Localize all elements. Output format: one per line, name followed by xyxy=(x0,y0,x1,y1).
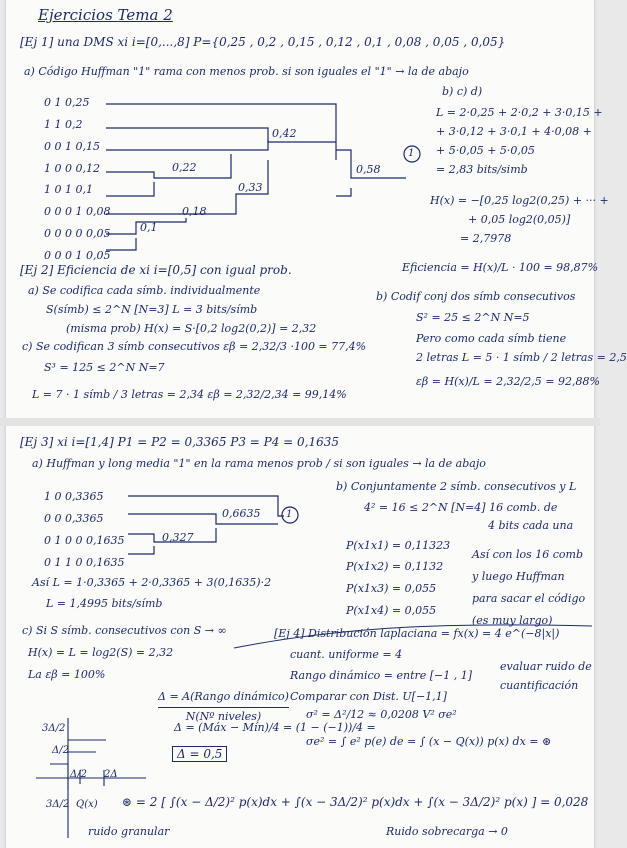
code-row: 1 0 1 0,1 xyxy=(44,183,93,197)
code-row: 0 0 0 0 0,05 xyxy=(44,227,111,241)
code-row: 0 0 0 1 0,08 xyxy=(44,205,111,219)
code-row: 0 1 1 0 0,1635 xyxy=(44,555,125,569)
code-row: 1 1 0,2 xyxy=(44,117,83,131)
ej1-efficiency: Eficiencia = H(x)/L · 100 = 98,87% xyxy=(402,261,599,274)
ej3-part-a: a) Huffman y long media "1" en la rama menos prob / si son iguales → la de abajo xyxy=(32,457,486,470)
ej1-entropy: H(x) = −[0,25 log2(0,25) + ··· + + 0,05 log2(0,05)] = 2,7978 xyxy=(430,194,609,245)
code-row: 1 0 0 0,12 xyxy=(44,161,100,175)
sheet-separator xyxy=(0,418,600,426)
ej4-noise-variance: σ² = Δ²/12 ≈ 0,0208 V² σe² σe² = ∫ e² p(e) de = ∫ (x − Q(x)) p(x) dx = ⊛ xyxy=(306,708,552,748)
axis-label: 3Δ/2 xyxy=(46,799,70,810)
tree-node: 0,33 xyxy=(238,181,263,194)
granular-noise-label: ruido granular xyxy=(88,825,170,838)
page-title: Ejercicios Tema 2 xyxy=(38,6,173,24)
tree-node: 0,22 xyxy=(172,161,197,174)
code-row: 0 1 0,25 xyxy=(44,96,90,109)
ej2-part-b: b) Codif conj dos símb consecutivos S² = 25 ≤ 2^N N=5 Pero como cada símb tiene 2 letras L = 5 · 1 símb / 2 letras = 2,5 εβ = H(x)/L = 2,32/2,5 = 92,88% xyxy=(376,290,627,389)
ej3-avg-length: Así L = 1·0,3365 + 2·0,3365 + 3(0,1635)·2 L = 1,4995 bits/símb xyxy=(32,576,272,610)
ej1-bcd-label: b) c) d) xyxy=(442,85,483,98)
tree-node: 0,42 xyxy=(272,127,297,140)
ej3-part-b-note: Así con los 16 comb y luego Huffman para sacar el código (es muy largo) xyxy=(472,548,586,627)
axis-label: 3Δ/2 xyxy=(42,723,66,734)
overload-noise-label: Ruido sobrecarga → 0 xyxy=(386,825,508,838)
ej1-avg-length: L = 2·0,25 + 2·0,2 + 3·0,15 + + 3·0,12 + 3·0,1 + 4·0,08 + + 5·0,05 + 5·0,05 = 2,83 bits/simb xyxy=(436,106,603,176)
code-row: 0 1 0 0 0,1635 xyxy=(44,533,125,547)
code-row: 0 0 0,3365 xyxy=(44,511,104,525)
tree-root: 1 xyxy=(408,148,415,159)
ej3-part-c: c) Si S símb. consecutivos con S → ∞ H(x) = L = log2(S) = 2,32 La εβ = 100% xyxy=(22,624,227,681)
tree-root: 1 xyxy=(286,509,293,520)
code-row: 1 0 0,3365 xyxy=(44,490,104,503)
ej3-heading: [Ej 3] xi i=[1,4] P1 = P2 = 0,3365 P3 = P4 = 0,1635 xyxy=(20,435,340,449)
ej3-part-b: b) Conjuntamente 2 símb. consecutivos y L 4² = 16 ≤ 2^N [N=4] 16 comb. de 4 bits cada una P(x1x1) = 0,11323 P(x1x2) = 0,1132 P(x1x3) = 0,055 P(x1x4) = 0,055 xyxy=(336,480,577,618)
ej4-heading: [Ej 4] Distribución laplaciana = fx(x) = 4 e^(−8|x|) xyxy=(274,627,560,640)
ej4-setup: cuant. uniforme = 4 Rango dinámico = entre [−1 , 1] Comparar con Dist. U[−1,1] xyxy=(290,648,473,703)
ej2-heading: [Ej 2] Eficiencia de xi i=[0,5] con igual prob. xyxy=(20,263,292,277)
ej4-delta-result: Δ = 0,5 xyxy=(172,746,227,762)
axis-label: Δ/2 xyxy=(70,769,87,780)
tree-node: 0,327 xyxy=(162,531,194,544)
ej4-delta-def: Δ = A(Rango dinámico) N(Nº niveles) xyxy=(158,690,289,723)
ej4-final-result: ⊛ = 2 [ ∫(x − Δ/2)² p(x)dx + ∫(x − 3Δ/2)² p(x)dx + ∫(x − 3Δ/2)² p(x) ] = 0,028 xyxy=(122,795,589,809)
ej1-heading: [Ej 1] una DMS xi i=[0,...,8] P={0,25 , 0,2 , 0,15 , 0,12 , 0,1 , 0,08 , 0,05 , 0,05} xyxy=(20,35,506,49)
ej2-part-a: a) Se codifica cada símb. individualmente S(símb) ≤ 2^N [N=3] L = 3 bits/símb (misma prob) H(x) = S·[0,2 log2(0,2)] = 2,32 xyxy=(28,284,317,335)
axis-label: Q(x) xyxy=(76,799,98,810)
ej4-delta-calc: Δ = (Máx − Mín)/4 = (1 − (−1))/4 = xyxy=(174,721,376,734)
axis-label: 2Δ xyxy=(104,769,118,780)
ej2-part-c: c) Se codifican 3 símb consecutivos εβ = 2,32/3 ·100 = 77,4% S³ = 125 ≤ 2^N N=7 L = 7 · 1 símb / 3 letras = 2,34 εβ = 2,32/2,34 = 99,14% xyxy=(22,340,367,401)
tree-node: 0,6635 xyxy=(222,507,261,520)
ej1-part-a: a) Código Huffman "1" rama con menos prob. si son iguales el "1" → la de abajo xyxy=(24,65,469,78)
axis-label: Δ/2 xyxy=(52,745,69,756)
tree-node: 0,58 xyxy=(356,163,381,176)
tree-node: 0,18 xyxy=(182,205,207,218)
ej4-note: evaluar ruido de cuantificación xyxy=(500,660,592,692)
tree-node: 0,1 xyxy=(140,221,158,234)
code-row: 0 0 1 0,15 xyxy=(44,139,100,153)
code-row: 0 0 0 1 0,05 xyxy=(44,248,111,262)
